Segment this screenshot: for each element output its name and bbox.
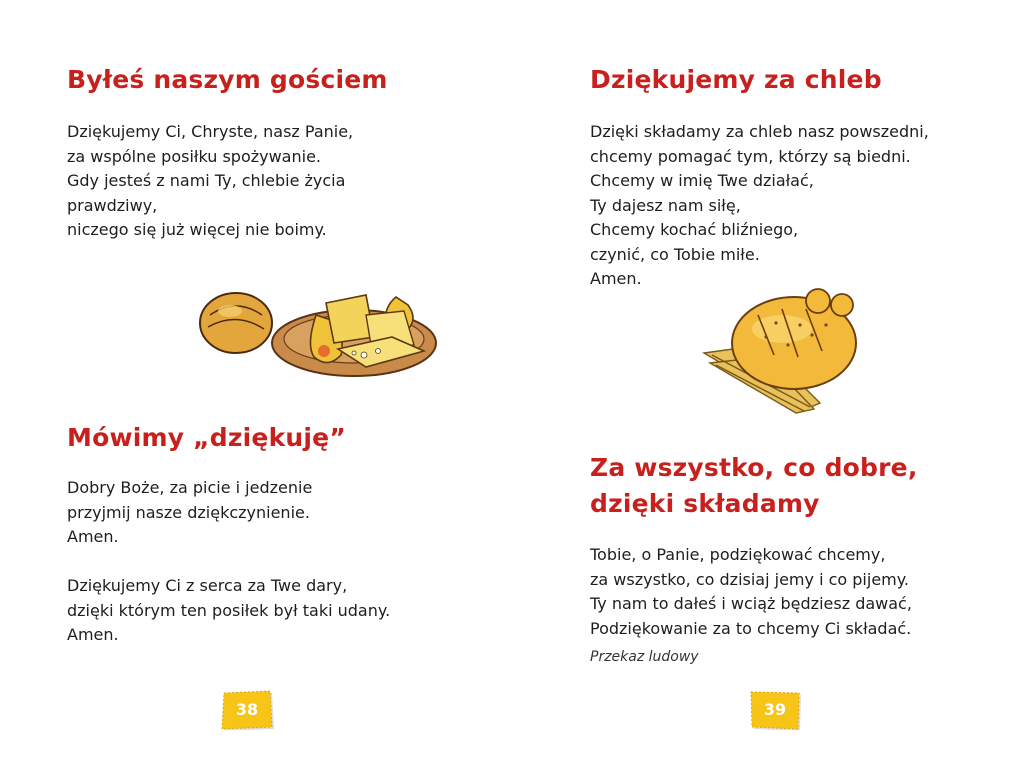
page-number-badge <box>220 690 274 730</box>
poem-line: przyjmij nasze dziękczynienie. <box>67 502 310 522</box>
page-number-badge <box>748 690 802 730</box>
poem-byles-naszym-gosciem <box>67 120 353 243</box>
poem-line: Amen. <box>67 625 119 644</box>
poem-za-wszystko <box>590 543 912 641</box>
bread-loaf-wheat-illustration <box>702 285 872 415</box>
poem-line: za wspólne posiłku spożywanie. <box>67 146 321 166</box>
poem-line: Tobie, o Panie, podziękować chcemy, <box>590 545 886 564</box>
poem-line: Dziękujemy Ci z serca za Twe dary, <box>67 576 348 595</box>
poem-line: Chcemy kochać bliźniego, <box>590 220 799 239</box>
poem-line: Ty nam to dałeś i wciąż będziesz dawać, <box>590 594 912 613</box>
poem-line: Dziękujemy Ci, Chryste, nasz Panie, <box>67 122 354 141</box>
poem-line: Ty dajesz nam siłę, <box>590 195 741 215</box>
section-title-line: dzięki składamy <box>590 489 820 518</box>
section-title-line: Za wszystko, co dobre, <box>590 453 918 482</box>
bread-cheese-plate-illustration <box>196 285 441 385</box>
poem-line: czynić, co Tobie miłe. <box>590 244 760 264</box>
section-title-mowimy-dziekuje: Mówimy „dziękuję” <box>67 423 346 452</box>
section-title-za-wszystko <box>590 450 918 522</box>
poem-line-blank <box>67 550 390 575</box>
poem-line: Amen. <box>67 527 119 546</box>
section-title-byles-naszym-gosciem: Byłeś naszym gościem <box>67 65 388 94</box>
right-page <box>512 0 1024 768</box>
section-title-dziekujemy-za-chleb: Dziękujemy za chleb <box>590 65 882 94</box>
poem-line: Podziękowanie za to chcemy Ci składać. <box>590 618 912 638</box>
poem-line: prawdziwy, <box>67 195 158 215</box>
poem-line: Amen. <box>590 269 642 288</box>
poem-line: za wszystko, co dzisiaj jemy i co pijemy. <box>590 569 910 589</box>
poem-line: chcemy pomagać tym, którzy są biedni. <box>590 146 911 166</box>
page-number: 38 <box>235 700 259 719</box>
poem-line: dzięki którym ten posiłek był taki udany. <box>67 600 391 620</box>
poem-mowimy-dziekuje <box>67 476 390 648</box>
poem-line: niczego się już więcej nie boimy. <box>67 220 327 239</box>
poem-line: Gdy jesteś z nami Ty, chlebie życia <box>67 171 346 190</box>
poem-credit: Przekaz ludowy <box>590 649 699 665</box>
poem-line: Dobry Boże, za picie i jedzenie <box>67 478 313 497</box>
page-number: 39 <box>763 700 787 719</box>
poem-line: Chcemy w imię Twe działać, <box>590 171 814 190</box>
poem-line: Dzięki składamy za chleb nasz powszedni, <box>590 122 929 141</box>
poem-dziekujemy-za-chleb <box>590 120 929 292</box>
